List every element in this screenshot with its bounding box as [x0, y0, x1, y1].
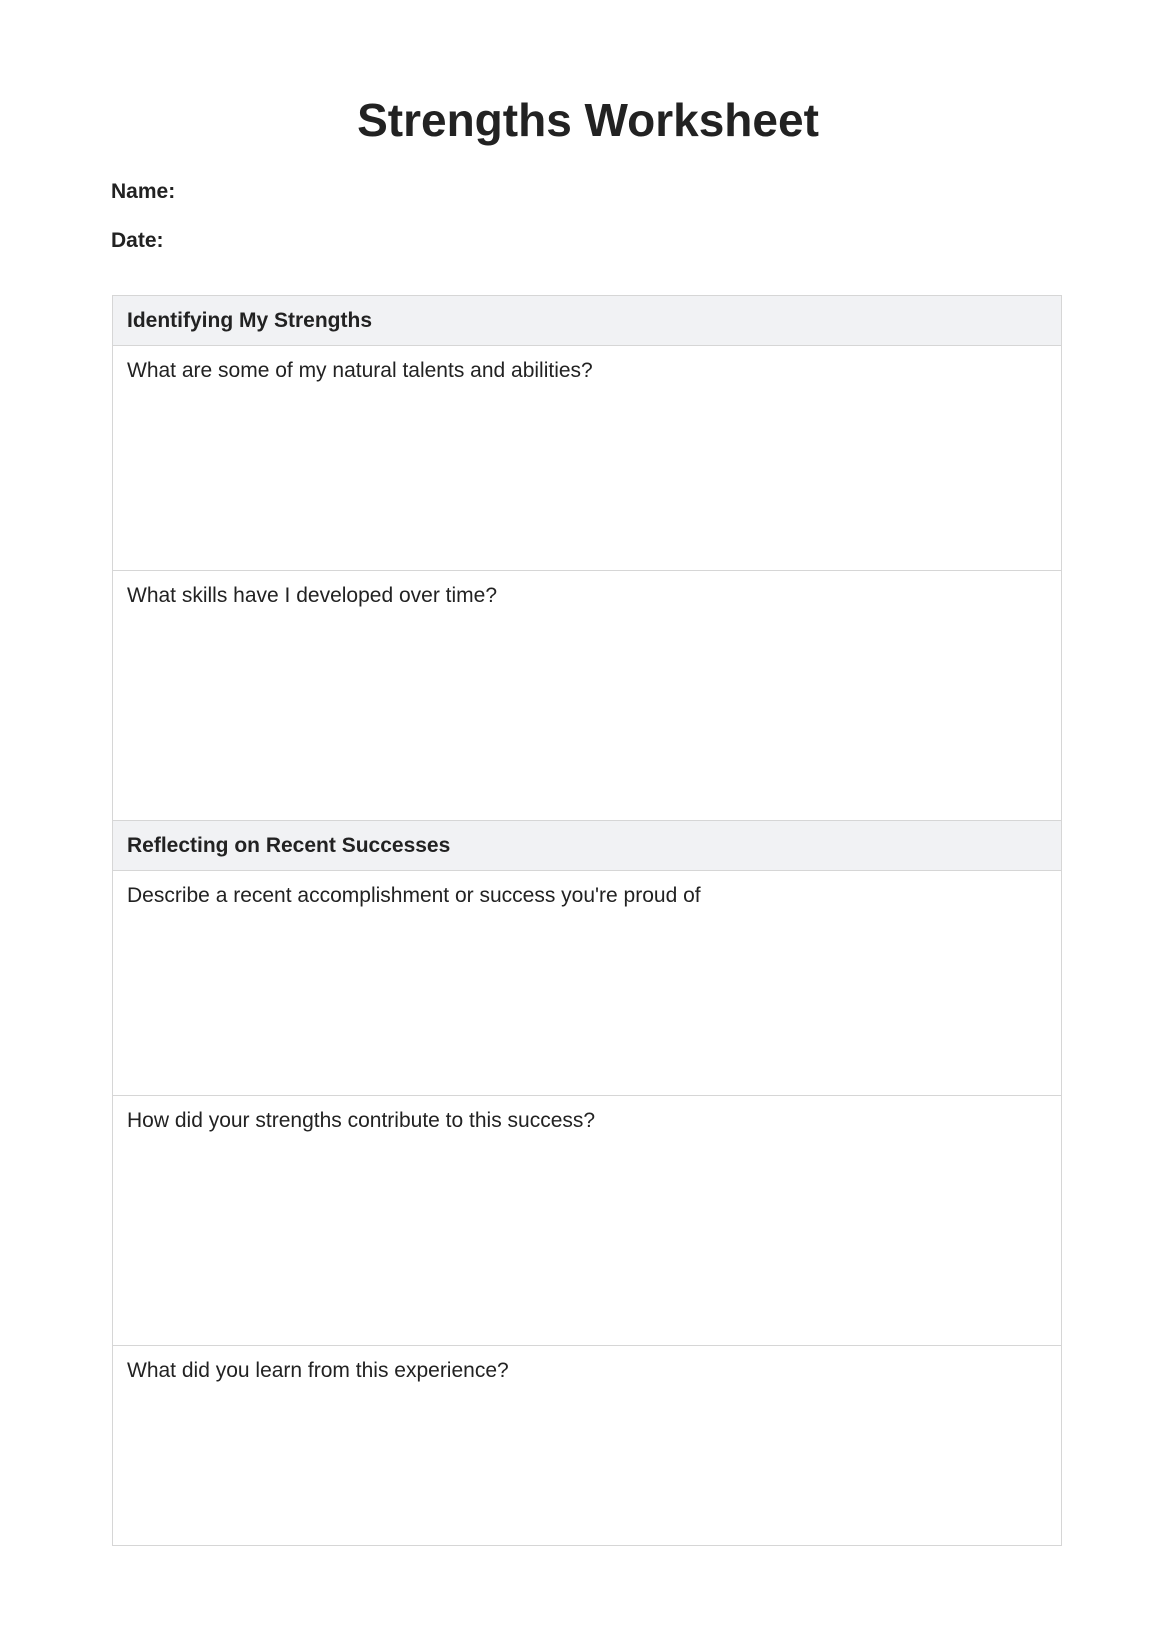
answer-box-lessons-learned[interactable] [113, 1346, 1061, 1545]
answer-box-natural-talents[interactable] [113, 346, 1061, 571]
answer-box-recent-accomplishment[interactable] [113, 871, 1061, 1096]
question-label: Describe a recent accomplishment or success you're proud of [127, 884, 701, 907]
name-label: Name: [111, 180, 176, 203]
answer-box-skills-developed[interactable] [113, 571, 1061, 821]
question-label: How did your strengths contribute to this success? [127, 1109, 596, 1132]
page-title: Strengths Worksheet [357, 94, 819, 146]
question-label: What are some of my natural talents and abilities? [127, 359, 593, 382]
worksheet-table [112, 295, 1062, 1546]
section-header-recent-successes: Reflecting on Recent Successes [113, 821, 1061, 871]
question-label: What did you learn from this experience? [127, 1359, 509, 1382]
question-label: What skills have I developed over time? [127, 584, 498, 607]
section-header-identifying-strengths: Identifying My Strengths [113, 296, 1061, 346]
answer-box-strengths-contribution[interactable] [113, 1096, 1061, 1346]
date-label: Date: [111, 229, 164, 252]
